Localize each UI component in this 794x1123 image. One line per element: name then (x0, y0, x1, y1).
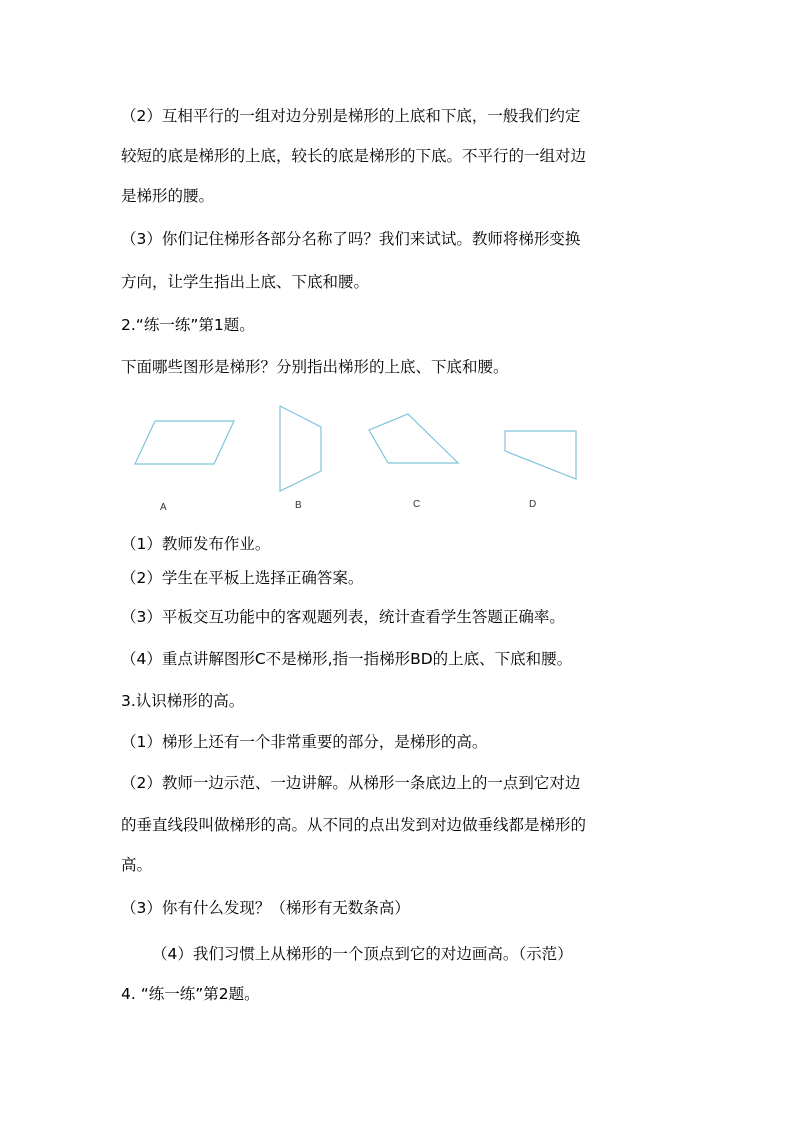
step-explain-figure-c: （4）重点讲解图形C不是梯形,指一指梯形BD的上底、下底和腰。 (121, 650, 573, 668)
paragraph-trapezoid-bases-1: （2）互相平行的一组对边分别是梯形的上底和下底，一般我们约定 (121, 107, 581, 125)
paragraph-trapezoid-bases-3: 是梯形的腰。 (121, 187, 215, 205)
step-publish-homework: （1）教师发布作业。 (121, 535, 271, 553)
shapes-svg (120, 395, 600, 520)
shape-d-label: D (529, 499, 537, 510)
shape-b-trapezoid (280, 406, 321, 491)
step-select-answer: （2）学生在平板上选择正确答案。 (121, 569, 364, 587)
shape-b-label: B (295, 500, 302, 511)
paragraph-trapezoid-bases-2: 较短的底是梯形的上底，较长的底是梯形的下底。不平行的一组对边 (121, 147, 587, 165)
paragraph-height-definition-3: 高。 (121, 856, 153, 874)
shape-d-trapezoid (505, 431, 576, 479)
step-check-accuracy: （3）平板交互功能中的客观题列表，统计查看学生答题正确率。 (121, 608, 565, 626)
paragraph-height-intro: （1）梯形上还有一个非常重要的部分，是梯形的高。 (121, 733, 488, 751)
shape-a-label: A (160, 502, 167, 513)
paragraph-discovery: （3）你有什么发现？（梯形有无数条高） (121, 899, 410, 917)
paragraph-draw-height: （4）我们习惯上从梯形的一个顶点到它的对边画高。（示范） (152, 945, 573, 963)
shape-c-quadrilateral (369, 414, 458, 463)
paragraph-name-parts-1: （3）你们记住梯形各部分名称了吗？我们来试试。教师将梯形变换 (121, 230, 581, 248)
shape-a-parallelogram (135, 421, 234, 464)
paragraph-height-definition-1: （2）教师一边示范、一边讲解。从梯形一条底边上的一点到它对边 (121, 774, 581, 792)
paragraph-question: 下面哪些图形是梯形？分别指出梯形的上底、下底和腰。 (121, 358, 509, 376)
paragraph-height-definition-2: 的垂直线段叫做梯形的高。从不同的点出发到对边做垂线都是梯形的 (121, 816, 587, 834)
shape-figures (120, 395, 600, 520)
section-heading-height: 3.认识梯形的高。 (121, 692, 245, 710)
section-heading-practice-2: 4. “练一练”第2题。 (121, 985, 260, 1003)
section-heading-practice-1: 2.“练一练”第1题。 (121, 316, 255, 334)
shape-c-label: C (413, 499, 421, 510)
paragraph-name-parts-2: 方向，让学生指出上底、下底和腰。 (121, 273, 370, 291)
